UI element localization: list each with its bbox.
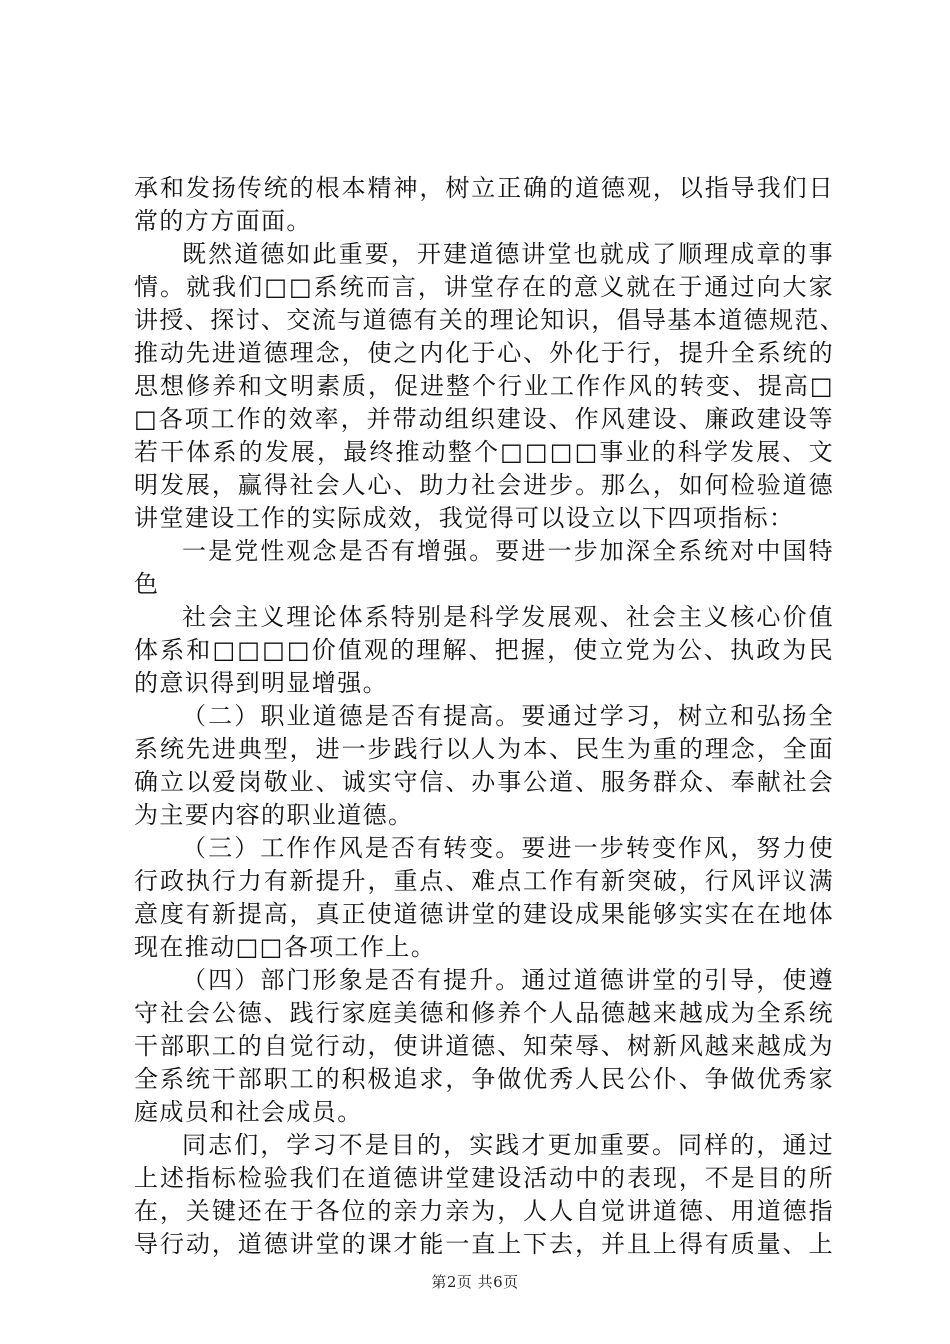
text-line: 承和发扬传统的根本精神，树立正确的道德观，以指导我们日: [134, 174, 834, 202]
text-line: 情。就我们□□系统而言，讲堂存在的意义就在于通过向大家: [134, 273, 834, 301]
text-line: 若干体系的发展，最终推动整个□□□□事业的科学发展、文: [134, 438, 834, 466]
text-line: 讲授、探讨、交流与道德有关的理论知识，倡导基本道德规范、: [134, 306, 846, 334]
text-line: （二）职业道德是否有提高。要通过学习，树立和弘扬全: [182, 702, 834, 730]
text-line: 庭成员和社会成员。: [134, 1098, 363, 1126]
text-line: 讲堂建设工作的实际成效，我觉得可以设立以下四项指标：: [134, 504, 795, 532]
text-line: 系统先进典型，进一步践行以人为本、民生为重的理念，全面: [134, 735, 834, 763]
text-line: 上述指标检验我们在道德讲堂建设活动中的表现，不是目的所: [134, 1164, 834, 1192]
text-line: 既然道德如此重要，开建道德讲堂也就成了顺理成章的事: [182, 240, 834, 268]
text-line: 全系统干部职工的积极追求，争做优秀人民公仆、争做优秀家: [134, 1065, 834, 1093]
text-line: 色: [134, 570, 160, 598]
text-line: （三）工作作风是否有转变。要进一步转变作风，努力使: [182, 834, 834, 862]
text-line: （四）部门形象是否有提升。通过道德讲堂的引导，使遵: [182, 966, 834, 994]
text-line: 守社会公德、践行家庭美德和修养个人品德越来越成为全系统: [134, 999, 834, 1027]
text-line: 同志们，学习不是目的，实践才更加重要。同样的，通过: [182, 1131, 834, 1159]
text-line: □各项工作的效率，并带动组织建设、作风建设、廉政建设等: [134, 405, 834, 433]
text-line: 一是党性观念是否有增强。要进一步加深全系统对中国特: [182, 537, 834, 565]
text-line: 的意识得到明显增强。: [134, 669, 388, 697]
text-line: 推动先进道德理念，使之内化于心、外化于行，提升全系统的: [134, 339, 834, 367]
text-line: 确立以爱岗敬业、诚实守信、办事公道、服务群众、奉献社会: [134, 768, 834, 796]
text-line: 为主要内容的职业道德。: [134, 801, 414, 829]
text-line: 意度有新提高，真正使道德讲堂的建设成果能够实实在在地体: [134, 900, 834, 928]
text-line: 常的方方面面。: [134, 207, 312, 235]
text-line: 导行动，道德讲堂的课才能一直上下去，并且上得有质量、上: [134, 1230, 834, 1258]
text-line: 明发展，赢得社会人心、助力社会进步。那么，如何检验道德: [134, 471, 834, 499]
text-line: 社会主义理论体系特别是科学发展观、社会主义核心价值: [182, 603, 834, 631]
text-line: 思想修养和文明素质，促进整个行业工作作风的转变、提高□: [134, 372, 834, 400]
body-text: [134, 172, 846, 1261]
text-line: 现在推动□□各项工作上。: [134, 933, 437, 961]
text-line: 行政执行力有新提升，重点、难点工作有新突破，行风评议满: [134, 867, 834, 895]
text-line: 体系和□□□□价值观的理解、把握，使立党为公、执政为民: [134, 636, 834, 664]
text-line: 干部职工的自觉行动，使讲道德、知荣辱、树新风越来越成为: [134, 1032, 834, 1060]
text-line: 在，关键还在于各位的亲力亲为，人人自觉讲道德、用道德指: [134, 1197, 834, 1225]
page-number: 第2页 共6页: [431, 1273, 519, 1291]
